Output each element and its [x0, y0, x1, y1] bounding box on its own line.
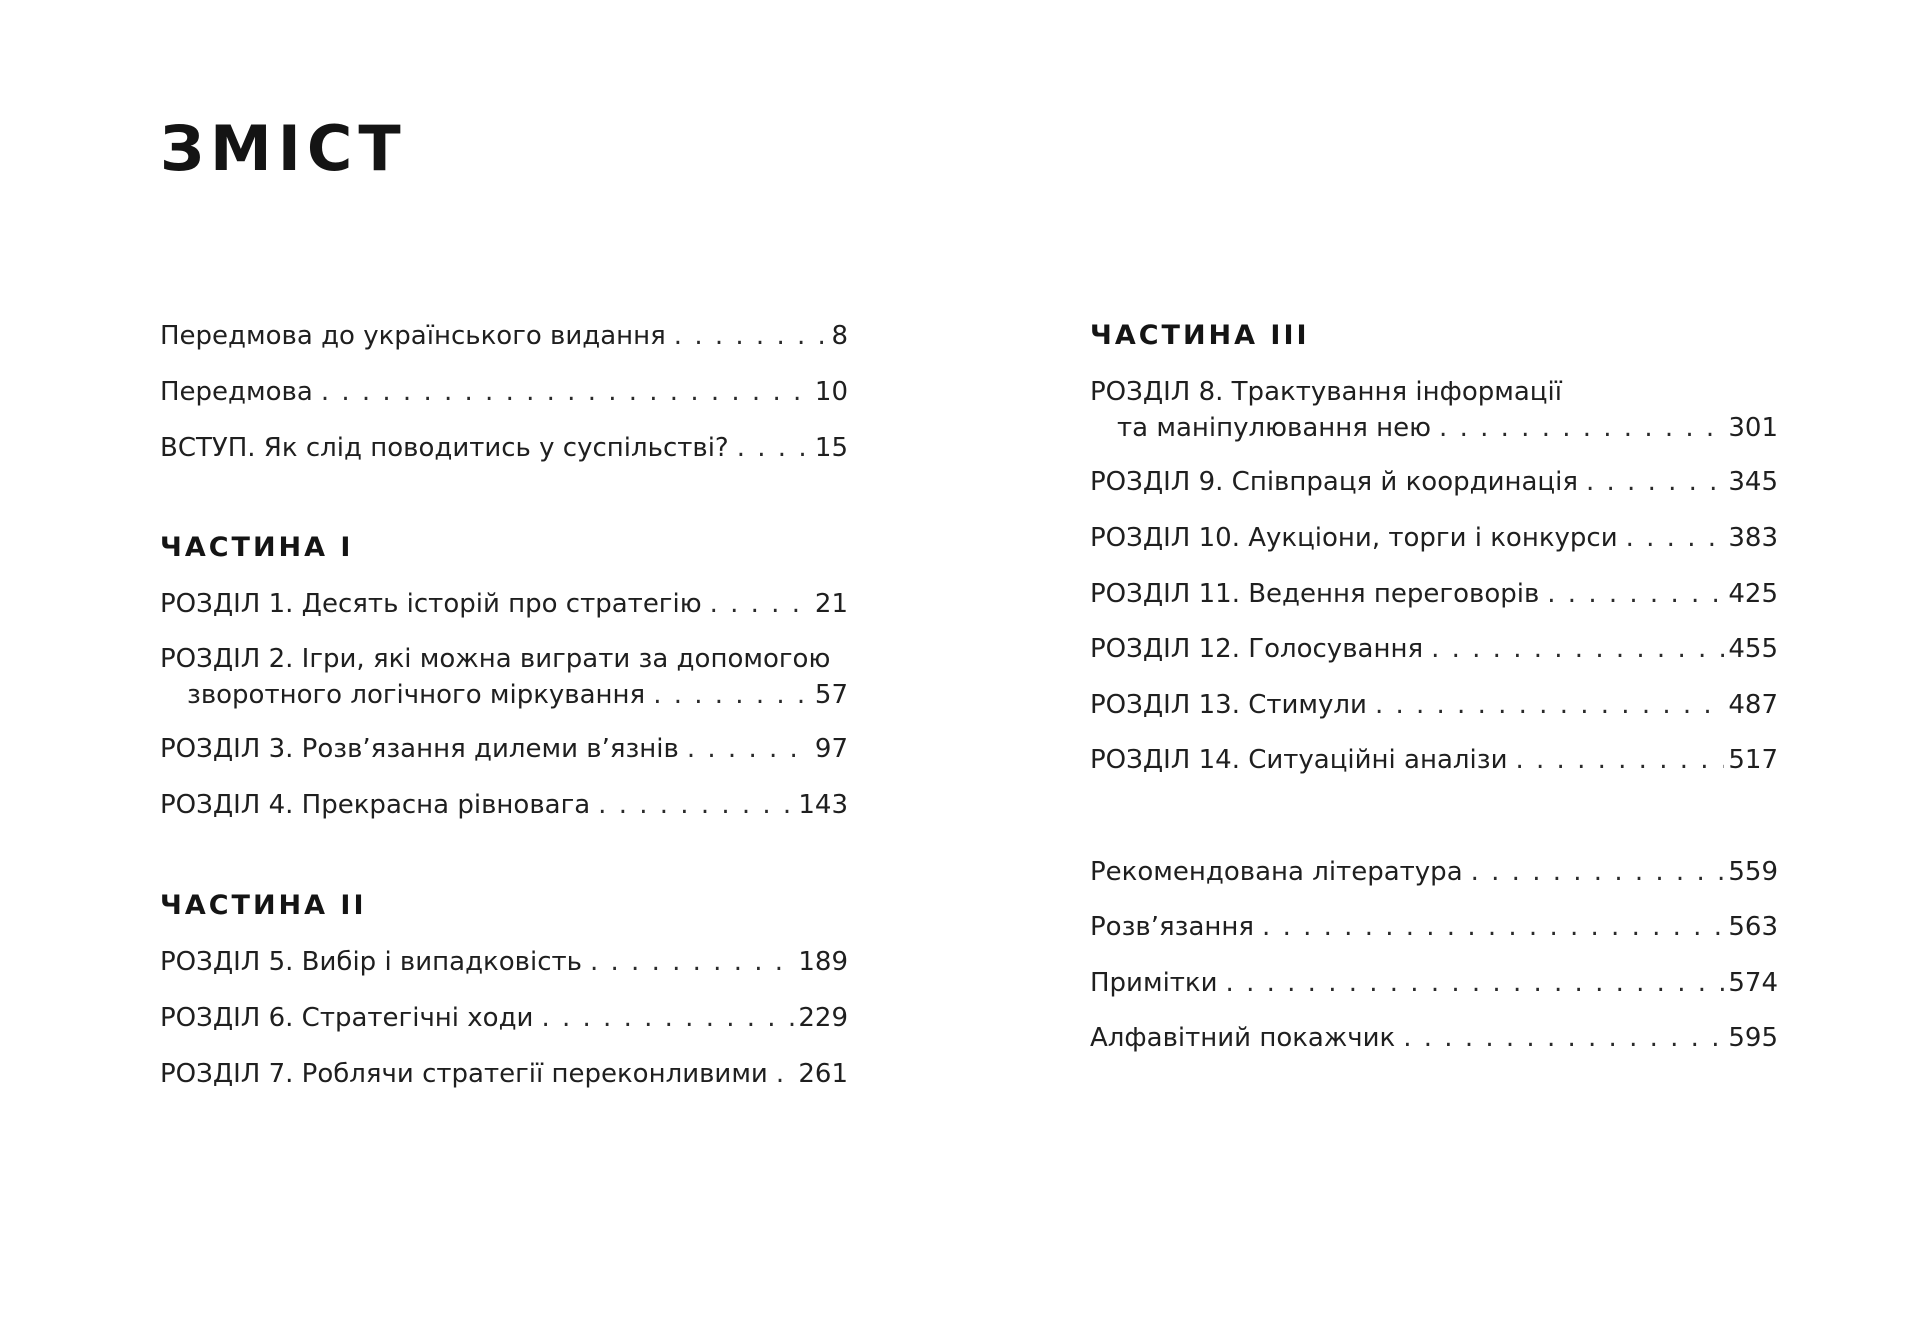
dot-leader	[666, 318, 828, 354]
dot-leader	[533, 1000, 794, 1036]
toc-entry-title: РОЗДІЛ 10. Аукціони, торги і конкурси	[1090, 523, 1618, 553]
toc-entry-recommended-reading[interactable]	[1090, 854, 1778, 890]
dot-leader	[1254, 909, 1724, 945]
toc-entry-title: РОЗДІЛ 12. Голосування	[1090, 634, 1424, 664]
toc-entry-title: РОЗДІЛ 2. Ігри, які можна виграти за допомогою	[160, 644, 831, 674]
toc-entry-chapter-10[interactable]	[1090, 520, 1778, 556]
dot-leader	[590, 787, 794, 823]
toc-entry-title: Передмова	[160, 377, 313, 407]
toc-entry-page: 595	[1728, 1023, 1778, 1053]
toc-entry-page: 143	[798, 790, 848, 820]
toc-entry-page: 563	[1728, 912, 1778, 942]
toc-entry-title: РОЗДІЛ 1. Десять історій про стратегію	[160, 589, 702, 619]
toc-entry-title: РОЗДІЛ 5. Вибір і випадковість	[160, 947, 582, 977]
toc-entry-title: РОЗДІЛ 7. Роблячи стратегії переконливими	[160, 1059, 768, 1089]
toc-entry-page: 8	[831, 321, 848, 351]
toc-entry-page: 57	[814, 680, 848, 710]
toc-entry-page: 517	[1728, 745, 1778, 775]
toc-entry-foreword[interactable]	[160, 374, 848, 410]
toc-entry-page: 229	[798, 1003, 848, 1033]
toc-entry-notes[interactable]	[1090, 965, 1778, 1001]
toc-entry-chapter-3[interactable]	[160, 731, 848, 767]
dot-leader	[1507, 742, 1724, 778]
dot-leader	[1431, 410, 1724, 446]
toc-entry-foreword-ukrainian[interactable]	[160, 318, 848, 354]
toc-entry-title: РОЗДІЛ 13. Стимули	[1090, 690, 1367, 720]
toc-entry-title: Передмова до українського видання	[160, 321, 666, 351]
toc-entry-page: 487	[1728, 690, 1778, 720]
toc-entry-page: 189	[798, 947, 848, 977]
dot-leader	[1218, 965, 1725, 1001]
toc-entry-page: 301	[1728, 413, 1778, 443]
toc-entry-page: 345	[1728, 467, 1778, 497]
toc-entry-page: 15	[814, 433, 848, 463]
toc-entry-title: Рекомендована література	[1090, 857, 1463, 887]
toc-entry-chapter-13[interactable]	[1090, 687, 1778, 723]
toc-entry-page: 559	[1728, 857, 1778, 887]
toc-entry-title: Алфавітний покажчик	[1090, 1023, 1396, 1053]
toc-entry-title: РОЗДІЛ 14. Ситуаційні аналізи	[1090, 745, 1508, 775]
toc-entry-title: ВСТУП. Як слід поводитись у суспільстві?	[160, 433, 729, 463]
toc-entry-chapter-2[interactable]	[160, 641, 848, 713]
toc-entry-introduction[interactable]	[160, 430, 848, 466]
toc-entry-title: РОЗДІЛ 3. Розв’язання дилеми в’язнів	[160, 734, 679, 764]
dot-leader	[645, 677, 811, 713]
toc-entry-title: РОЗДІЛ 8. Трактування інформації	[1090, 377, 1562, 407]
toc-entry-chapter-12[interactable]	[1090, 631, 1778, 667]
toc-entry-page: 455	[1728, 634, 1778, 664]
toc-entry-title: РОЗДІЛ 6. Стратегічні ходи	[160, 1003, 534, 1033]
dot-leader	[1539, 576, 1724, 612]
toc-entry-chapter-6[interactable]	[160, 1000, 848, 1036]
toc-entry-page: 383	[1728, 523, 1778, 553]
toc-entry-page: 261	[798, 1059, 848, 1089]
part-heading-1: ЧАСТИНА I	[160, 532, 354, 563]
dot-leader	[1395, 1020, 1724, 1056]
toc-entry-chapter-7[interactable]	[160, 1056, 848, 1092]
part-heading-3: ЧАСТИНА III	[1090, 320, 1310, 351]
toc-entry-page: 97	[814, 734, 848, 764]
toc-entry-chapter-4[interactable]	[160, 787, 848, 823]
toc-entry-chapter-11[interactable]	[1090, 576, 1778, 612]
toc-entry-title: РОЗДІЛ 4. Прекрасна рівновага	[160, 790, 591, 820]
dot-leader	[679, 731, 811, 767]
page-title: ЗМІСТ	[160, 112, 407, 185]
dot-leader	[1578, 464, 1724, 500]
toc-entry-page: 425	[1728, 579, 1778, 609]
dot-leader	[702, 586, 811, 622]
dot-leader	[1423, 631, 1724, 667]
dot-leader	[768, 1056, 795, 1092]
toc-entry-chapter-5[interactable]	[160, 944, 848, 980]
toc-entry-index[interactable]	[1090, 1020, 1778, 1056]
toc-entry-title-continued: та маніпулювання нею	[1117, 413, 1432, 443]
dot-leader	[582, 944, 794, 980]
dot-leader	[313, 374, 811, 410]
toc-entry-page: 574	[1728, 968, 1778, 998]
dot-leader	[1618, 520, 1725, 556]
toc-entry-chapter-14[interactable]	[1090, 742, 1778, 778]
toc-entry-page: 21	[814, 589, 848, 619]
toc-entry-chapter-1[interactable]	[160, 586, 848, 622]
toc-entry-title: РОЗДІЛ 11. Ведення переговорів	[1090, 579, 1540, 609]
toc-entry-title: РОЗДІЛ 9. Співпраця й координація	[1090, 467, 1578, 497]
toc-entry-title-continued: зворотного логічного міркування	[187, 680, 646, 710]
toc-entry-title: Розв’язання	[1090, 912, 1255, 942]
toc-entry-solutions[interactable]	[1090, 909, 1778, 945]
part-heading-2: ЧАСТИНА II	[160, 890, 367, 921]
toc-entry-chapter-8[interactable]	[1090, 374, 1778, 446]
toc-entry-chapter-9[interactable]	[1090, 464, 1778, 500]
dot-leader	[1463, 854, 1725, 890]
toc-entry-title: Примітки	[1090, 968, 1218, 998]
dot-leader	[1367, 687, 1724, 723]
toc-entry-page: 10	[814, 377, 848, 407]
dot-leader	[729, 430, 811, 466]
